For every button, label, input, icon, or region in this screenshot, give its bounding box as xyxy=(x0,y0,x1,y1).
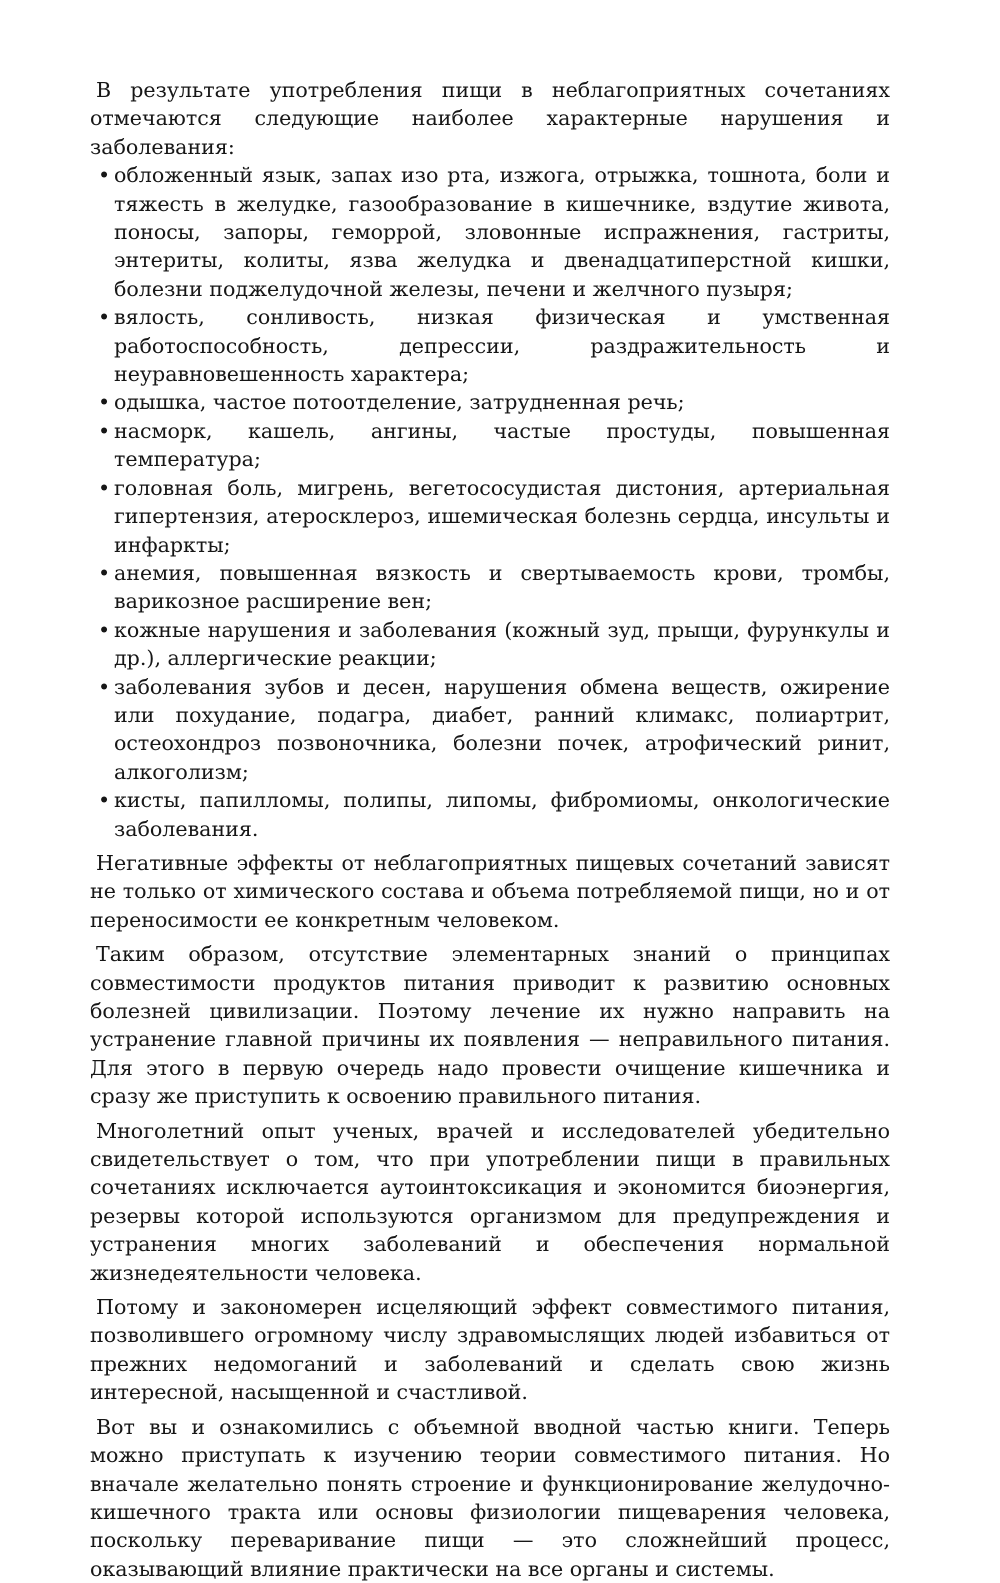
list-item: • одышка, частое потоотделение, затрудненная речь; xyxy=(90,388,890,416)
paragraph: Вот вы и ознакомились с объемной вводной частью книги. Теперь можно приступать к изучению теории совместимого питания. Но вначале желательно понять строение и функционирование желудочно-кишечного тракта или основы физиологии пищеварения человека, поскольку переваривание пищи — это сложнейший процесс, оказывающий влияние практически на все органы и системы. xyxy=(90,1414,890,1581)
list-item: • кисты, папилломы, полипы, липомы, фибромиомы, онкологические заболевания. xyxy=(90,786,890,843)
list-item: • заболевания зубов и десен, нарушения обмена веществ, ожирение или похудание, подагра, диабет, ранний климакс, полиартрит, остеохондроз позвоночника, болезни почек, атрофический ринит, алкоголизм; xyxy=(90,673,890,787)
list-item: • кожные нарушения и заболевания (кожный зуд, прыщи, фурункулы и др.), аллергические реакции; xyxy=(90,616,890,673)
paragraph: Негативные эффекты от неблагоприятных пищевых сочетаний зависят не только от химического состава и объема потребляемой пищи, но и от переносимости ее конкретным человеком. xyxy=(90,850,890,932)
page-text xyxy=(90,76,890,1583)
list-item: • вялость, сонливость, низкая физическая и умственная работоспособность, депрессии, раздражительность и неуравновешенность характера; xyxy=(90,303,890,388)
intro-paragraph: В результате употребления пищи в неблагоприятных сочетаниях отмечаются следующие наиболее характерные нарушения и заболевания: xyxy=(90,78,890,159)
disorders-list xyxy=(90,161,890,843)
list-item: • головная боль, мигрень, вегетососудистая дистония, артериальная гипертензия, атеросклероз, ишемическая болезнь сердца, инсульты и инфаркты; xyxy=(90,474,890,559)
paragraph: Многолетний опыт ученых, врачей и исследователей убедительно свидетельствует о том, что при употреблении пищи в правильных сочетаниях исключается аутоинтоксикация и экономится биоэнергия, резервы которой используются организмом для предупреждения и устранения многих заболеваний и обеспечения нормальной жизнедеятельности человека. xyxy=(90,1118,890,1285)
paragraph: Потому и закономерен исцеляющий эффект совместимого питания, позволившего огромному числу здравомыслящих людей избавиться от прежних недомоганий и заболеваний и сделать свою жизнь интересной, насыщенной и счастливой. xyxy=(90,1295,890,1405)
paragraph: Таким образом, отсутствие элементарных знаний о принципах совместимости продуктов питания приводит к развитию основных болезней цивилизации. Поэтому лечение их нужно направить на устранение главной причины их появления — неправильного питания. Для этого в первую очередь надо провести очищение кишечника и сразу же приступить к освоению правильного питания. xyxy=(90,942,890,1109)
list-item: • обложенный язык, запах изо рта, изжога, отрыжка, тошнота, боли и тяжесть в желудке, газообразование в кишечнике, вздутие живота, поносы, запоры, геморрой, зловонные испражнения, гастриты, энтериты, колиты, язва желудка и двенадцатиперстной кишки, болезни поджелудочной железы, печени и желчного пузыря; xyxy=(90,161,890,303)
list-item: • насморк, кашель, ангины, частые простуды, повышенная температура; xyxy=(90,417,890,474)
list-item: • анемия, повышенная вязкость и свертываемость крови, тромбы, варикозное расширение вен; xyxy=(90,559,890,616)
